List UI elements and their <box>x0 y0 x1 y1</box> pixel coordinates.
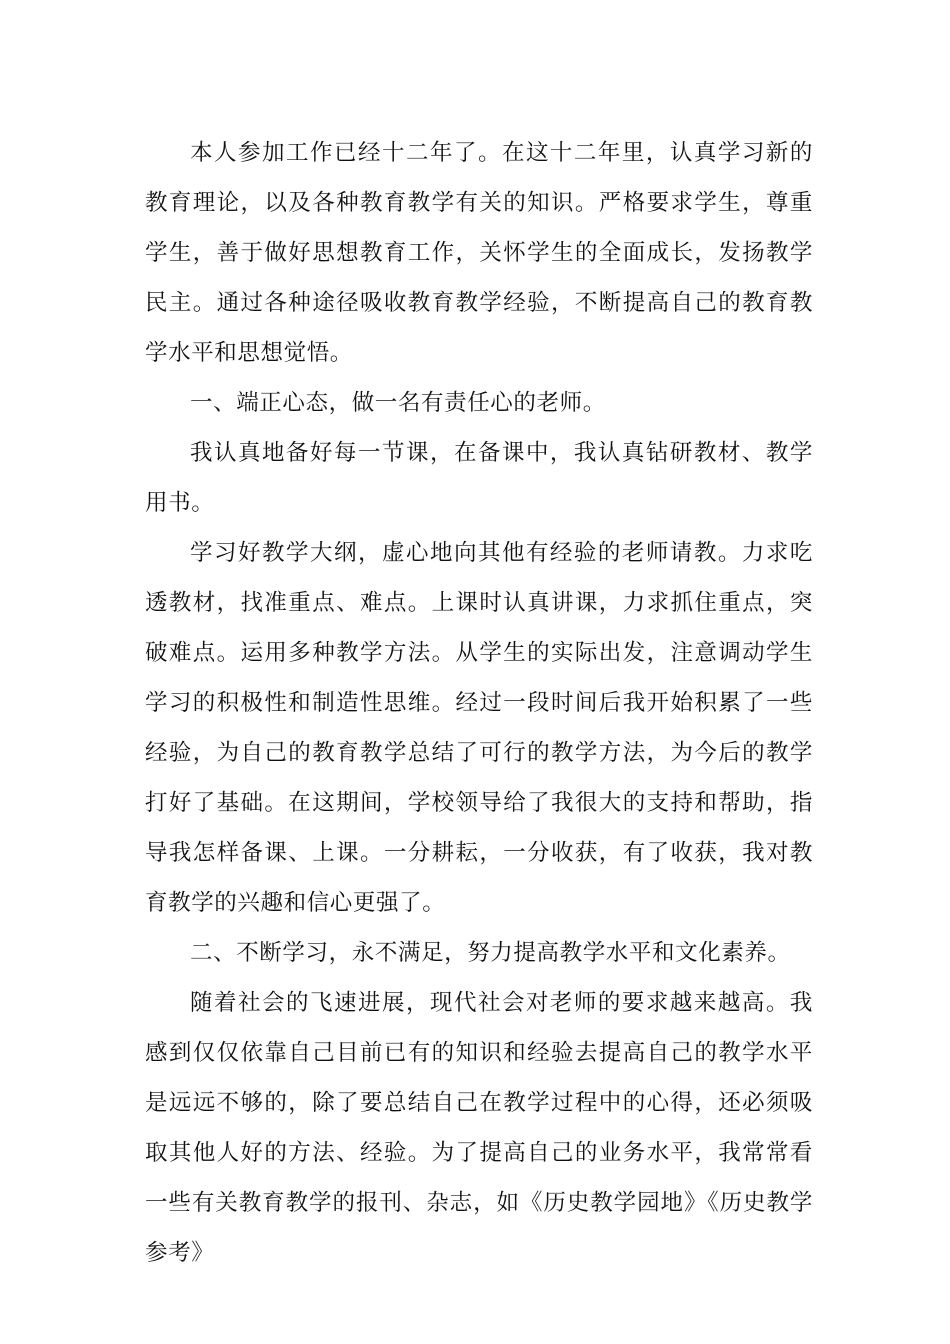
section-heading-1: 一、端正心态，做一名有责任心的老师。 <box>190 390 606 416</box>
body-paragraph: 学习好教学大纲，虚心地向其他有经验的老师请教。力求吃透教材，找准重点、难点。上课时认真讲课，力求抓住重点，突破难点。运用多种教学方法。从学生的实际出发，注意调动学生学习的积极性和制造性思维。经过一段时间后我开始积累了一些经验，为自己的教育教学总结了可行的教学方法，为今后的教学打好了基础。在这期间，学校领导给了我很大的支持和帮助，指导我怎样备课、上课。一分耕耘，一分收获，有了收获，我对教育教学的兴趣和信心更强了。 <box>145 540 813 916</box>
body-paragraph: 我认真地备好每一节课，在备课中，我认真钻研教材、教学用书。 <box>145 440 813 516</box>
document-body <box>145 128 813 1278</box>
body-paragraph: 随着社会的飞速进展，现代社会对老师的要求越来越高。我感到仅仅依靠自己目前已有的知识和经验去提高自己的教学水平是远远不够的，除了要总结自己在教学过程中的心得，还必须吸取其他人好的方法、经验。为了提高自己的业务水平，我常常看一些有关教育教学的报刊、杂志，如《历史教学园地》《历史教学参考》 <box>145 990 813 1266</box>
section-heading-2: 二、不断学习，永不满足，努力提高教学水平和文化素养。 <box>190 940 791 966</box>
intro-paragraph: 本人参加工作已经十二年了。在这十二年里，认真学习新的教育理论，以及各种教育教学有关的知识。严格要求学生，尊重学生，善于做好思想教育工作，关怀学生的全面成长，发扬教学民主。通过各种途径吸收教育教学经验，不断提高自己的教育教学水平和思想觉悟。 <box>145 140 813 366</box>
